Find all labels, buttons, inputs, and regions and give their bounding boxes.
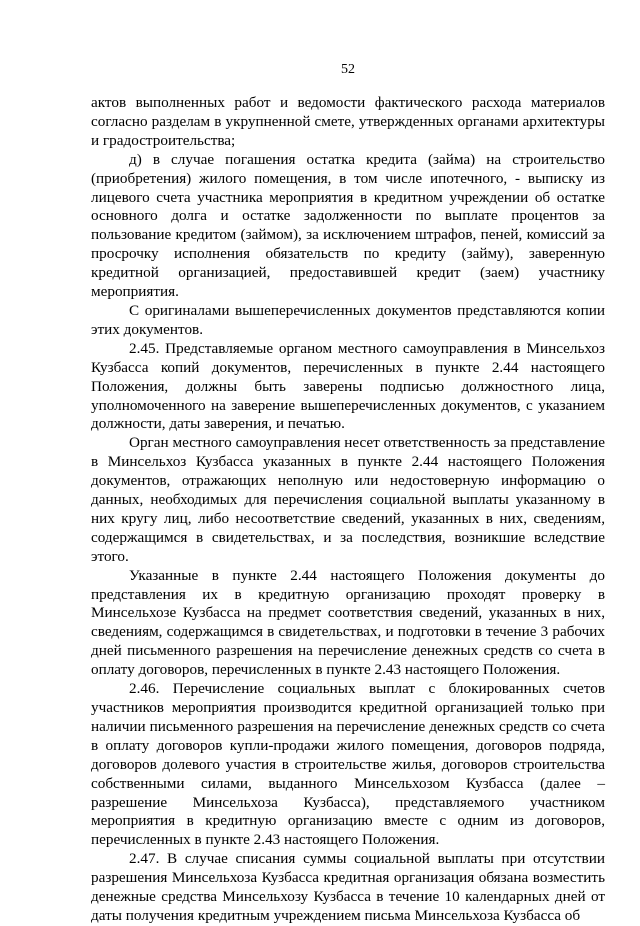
paragraph-subitem-d: д) в случае погашения остатка кредита (займа) на строительство (приобретения) жилого помещения, в том числе ипотечного, - выписку из лицевого счета участника мероприятия в кредитном учреждении об остатке основного долга и остатке задолженности по выплате процентов за пользование кредитом (займом), за исключением штрафов, пеней, комиссий за просрочку исполнения обязательств по кредиту (займу), заверенную кредитной организацией, предоставившей кредит (заем) участнику мероприятия. <box>91 150 605 301</box>
document-body <box>91 94 605 926</box>
paragraph-continuation: актов выполненных работ и ведомости фактического расхода материалов согласно разделам в укрупненной смете, утвержденных органами архитектуры и градостроительства; <box>91 94 605 149</box>
paragraph-verification: Указанные в пункте 2.44 настоящего Положения документы до представления их в кредитную организацию проходят проверку в Минсельхозе Кузбасса на предмет соответствия сведений, указанных в них, сведениям, содержащимся в свидетельствах, и подготовки в течение 3 рабочих дней письменного разрешения на перечисление денежных средств со счета в оплату договоров, перечисленных в пункте 2.43 настоящего Положения. <box>91 566 605 679</box>
paragraph-2-45: 2.45. Представляемые органом местного самоуправления в Минсельхоз Кузбасса копий документов, перечисленных в пункте 2.44 настоящего Положения, должны быть заверены подписью должностного лица, уполномоченного на заверение вышеперечисленных документов, с указанием должности, даты заверения, и печатью. <box>91 339 605 433</box>
paragraph-2-47: 2.47. В случае списания суммы социальной выплаты при отсутствии разрешения Минсельхоза Кузбасса кредитная организация обязана возместить денежные средства Минсельхозу Кузбасса в течение 10 календарных дней от даты получения кредитным учреждением письма Минсельхоза Кузбасса об <box>91 850 605 924</box>
page-number: 52 <box>341 62 355 77</box>
paragraph-copies-note: С оригиналами вышеперечисленных документов представляются копии этих документов. <box>91 301 605 338</box>
paragraph-responsibility: Орган местного самоуправления несет ответственность за представление в Минсельхоз Кузбасса указанных в пункте 2.44 настоящего Положения документов, отражающих неполную или недостоверную информацию о данных, необходимых для перечисления социальной выплаты указанному в них кругу лиц, либо несоответствие сведений, указанных в них, сведениям, содержащимся в свидетельствах, и за последствия, возникшие вследствие этого. <box>91 434 605 565</box>
paragraph-2-46: 2.46. Перечисление социальных выплат с блокированных счетов участников мероприятия производится кредитной организацией только при наличии письменного разрешения на перечисление денежных средств со счета в оплату договоров купли-продажи жилого помещения, договоров подряда, договоров долевого участия в строительстве жилья, договоров строительства собственными силами, выданного Минсельхозом Кузбасса (далее – разрешение Минсельхоза Кузбасса), представляемого участником мероприятия в кредитную организацию вместе с одним из договоров, перечисленных в пункте 2.43 настоящего Положения. <box>91 680 605 849</box>
